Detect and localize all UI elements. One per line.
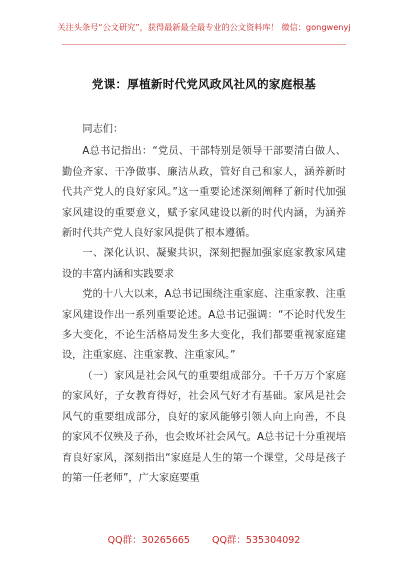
document-body <box>62 120 346 489</box>
qq-group-1: QQ群：30265665 <box>107 535 190 546</box>
salutation: 同志们： <box>82 124 124 135</box>
paragraph-2: 党的十八大以来，A总书记围绕注重家庭、注重家教、注重家风建设作出一系列重要论述。A总书记强调：“不论时代发生多大变化，不论生活格局发生多大变化，我们都要重视家庭建设，注重家庭、注重家教、注重家风。” <box>62 289 346 362</box>
banner-divider <box>62 44 346 45</box>
promo-banner: 关注头条号“公文研究”，获得最新最全最专业的公文资料库！ 微信：gongwenyj <box>57 22 351 32</box>
document-title: 党课：厚植新时代党风政风社风的家庭根基 <box>91 77 317 91</box>
paragraph-3: （一）家风是社会风气的重要组成部分。千千万万个家庭的家风好，子女教育得好，社会风气好才有基础。家风是社会风气的重要组成部分，良好的家风能够引领人向上向善，不良的家风不仅殃及子孙，也会败坏社会风气。A总书记十分重视培育良好家风，深刻指出“家庭是人生的第一个课堂，父母是孩子的第一任老师”，广大家庭要重 <box>62 370 346 484</box>
qq-group-2: QQ群：535304092 <box>211 535 301 546</box>
paragraph-1: A总书记指出：“党员、干部特别是领导干部要清白做人、勤俭齐家、干净做事、廉洁从政，管好自己和家人，涵养新时代共产党人的良好家风。”这一重要论述深刻阐释了新时代加强家风建设的重要意义，赋予家风建设以新的时代内涵，为涵养新时代共产党人良好家风提供了根本遵循。 <box>62 146 346 240</box>
footer-contacts <box>0 532 408 546</box>
section-heading-1: 一、深化认识、凝聚共识，深刻把握加强家庭家教家风建设的丰富内涵和实践要求 <box>62 248 346 280</box>
